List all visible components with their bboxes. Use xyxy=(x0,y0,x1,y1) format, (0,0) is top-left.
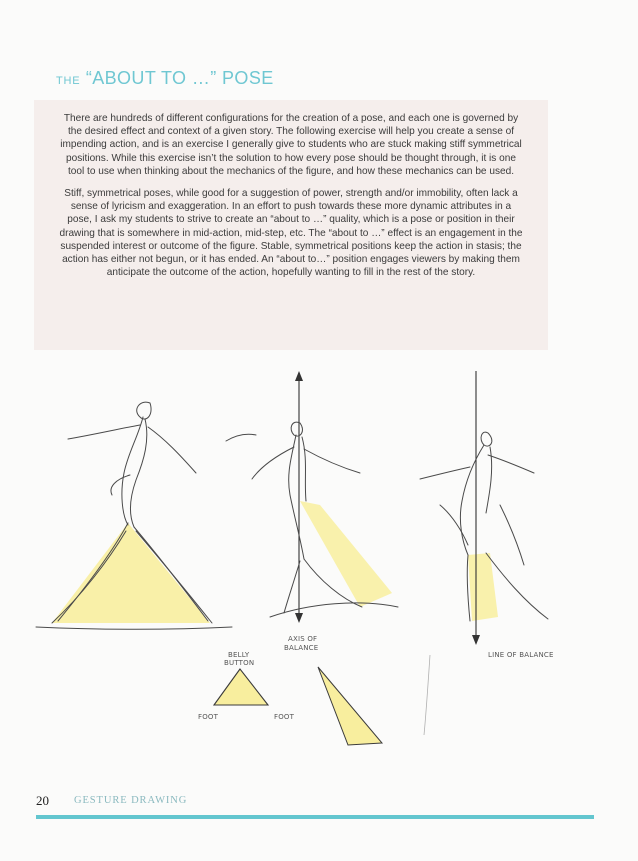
belly-button-label-1: BELLY xyxy=(228,651,250,659)
body-text-box xyxy=(34,100,548,350)
running-head: GESTURE DRAWING xyxy=(74,795,188,806)
figure-2-sketch xyxy=(226,371,398,652)
title-prefix: THE xyxy=(56,75,81,87)
triangle-diagram xyxy=(198,651,295,721)
axis-of-balance-label-1: AXIS OF xyxy=(288,635,318,643)
belly-button-label-2: BUTTON xyxy=(224,659,255,667)
axis-arrow-down xyxy=(295,613,303,623)
page-number: 20 xyxy=(36,793,49,808)
gesture-sketches xyxy=(0,355,638,755)
section-title xyxy=(56,68,274,89)
paragraph-2: Stiff, symmetrical poses, while good for a suggestion of power, strength and/or immobility, often lack a sense of lyricism and exaggeration. In an effort to push towards these more dynamic attributes in a pose, I ask my students to strive to create an “about to …” quality, which is a pose or position in their drawing that is somewhere in mid-action, mid-step, etc. The “about to …” effect is an engagement in the suspended interest or outcome of the figure. Stable, symmetrical positions keep the action in stasis; the action has either not begun, or it has ended. An “about to…” position engages viewers by making them anticipate the outcome of the action, hopefully wanting to fill in the rest of the story. xyxy=(59,188,523,279)
figure-2-weight-wedge xyxy=(300,501,392,607)
small-balance-triangle xyxy=(214,669,268,705)
wedge-diagram xyxy=(318,655,430,745)
figure-3-sketch xyxy=(420,371,554,659)
line-of-balance-label: LINE OF BALANCE xyxy=(488,651,554,659)
footer-rule xyxy=(36,815,594,819)
faint-stroke xyxy=(424,655,430,735)
axis-of-balance-label-2: BALANCE xyxy=(284,644,319,652)
title-main: “ABOUT TO …” POSE xyxy=(85,68,274,88)
figure-1-sketch xyxy=(36,402,232,629)
paragraph-1: There are hundreds of different configurations for the creation of a pose, and each one is governed by the desired effect and context of a given story. The following exercise will help you create a sense of impending action, and is an exercise I generally give to students who are stuck making stiff symmetrical positions. While this exercise isn’t the solution to how every pose should be thought through, it is one tool to use when thinking about the mechanics of the figure, and how these mechanics can be used. xyxy=(60,113,522,177)
foot-left-label: FOOT xyxy=(198,713,219,721)
narrow-balance-wedge xyxy=(318,667,382,745)
figure-1-balance-triangle xyxy=(52,523,210,623)
foot-right-label: FOOT xyxy=(274,713,295,721)
line-of-balance-arrow xyxy=(472,635,480,645)
axis-arrow-up xyxy=(295,371,303,381)
